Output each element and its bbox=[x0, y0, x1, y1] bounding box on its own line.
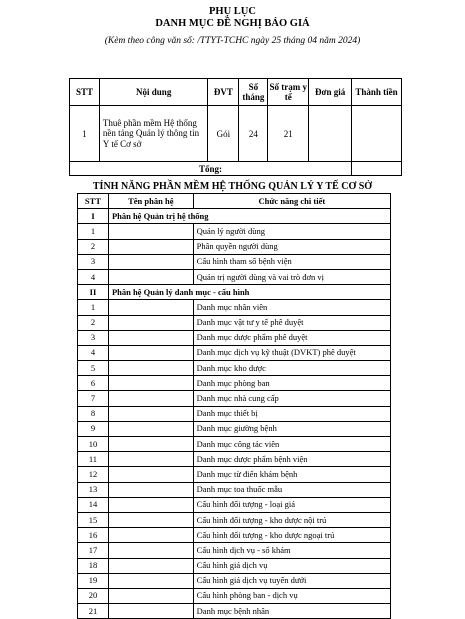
row-function: Cấu hình giá dịch vụ bbox=[193, 558, 390, 573]
row-module bbox=[108, 573, 193, 588]
row-module bbox=[108, 254, 193, 269]
quote-unit-price bbox=[309, 106, 352, 162]
row-stt: 17 bbox=[78, 543, 109, 558]
row-module bbox=[108, 604, 193, 619]
row-module bbox=[108, 269, 193, 284]
quote-content: Thuê phần mềm Hệ thống nền tảng Quản lý thông tin Y tế Cơ sở bbox=[99, 106, 208, 162]
col-unit-price-header: Đơn giá bbox=[309, 79, 352, 106]
row-module bbox=[108, 421, 193, 436]
table-row bbox=[78, 391, 391, 406]
row-function: Cấu hình dịch vụ - sổ khám bbox=[193, 543, 390, 558]
features-table bbox=[77, 193, 391, 619]
table-row bbox=[78, 421, 391, 436]
total-label: Tổng: bbox=[70, 162, 352, 176]
row-function: Cấu hình đối tượng - loại giá bbox=[193, 497, 390, 512]
row-function: Cấu hình đối tượng - kho dược nội trú bbox=[193, 512, 390, 527]
row-module bbox=[108, 482, 193, 497]
row-function: Danh mục dịch vụ kỹ thuật (DVKT) phê duyệt bbox=[193, 345, 390, 360]
features-title: TÍNH NĂNG PHẦN MỀM HỆ THỐNG QUẢN LÝ Y TẾ CƠ SỞ bbox=[92, 181, 373, 192]
row-function: Danh mục dược phẩm phê duyệt bbox=[193, 330, 390, 345]
row-module bbox=[108, 361, 193, 376]
row-function: Quản trị người dùng và vai trò đơn vị bbox=[193, 269, 390, 284]
group-row bbox=[78, 285, 391, 300]
row-module bbox=[108, 239, 193, 254]
row-stt: 1 bbox=[78, 224, 109, 239]
row-function: Danh mục dược phẩm bệnh viện bbox=[193, 452, 390, 467]
row-stt: 5 bbox=[78, 361, 109, 376]
col-stt-header: STT bbox=[70, 79, 100, 106]
row-function: Cấu hình đối tượng - kho dược ngoại trú bbox=[193, 528, 390, 543]
row-module bbox=[108, 558, 193, 573]
row-module bbox=[108, 543, 193, 558]
table-row bbox=[78, 482, 391, 497]
feat-col-stt-header: STT bbox=[78, 194, 109, 209]
row-function: Danh mục giường bệnh bbox=[193, 421, 390, 436]
table-row bbox=[78, 452, 391, 467]
table-row bbox=[78, 300, 391, 315]
table-row bbox=[78, 406, 391, 421]
row-module bbox=[108, 437, 193, 452]
row-stt: 4 bbox=[78, 269, 109, 284]
row-module bbox=[108, 467, 193, 482]
row-function: Danh mục kho dược bbox=[193, 361, 390, 376]
row-stt: 7 bbox=[78, 391, 109, 406]
row-stt: 15 bbox=[78, 512, 109, 527]
table-row bbox=[78, 543, 391, 558]
table-row bbox=[78, 254, 391, 269]
row-stt: 13 bbox=[78, 482, 109, 497]
row-stt: 21 bbox=[78, 604, 109, 619]
row-function: Cấu hình tham số bệnh viện bbox=[193, 254, 390, 269]
row-module bbox=[108, 330, 193, 345]
quote-stt: 1 bbox=[70, 106, 100, 162]
row-function: Danh mục từ điển khám bệnh bbox=[193, 467, 390, 482]
row-module bbox=[108, 315, 193, 330]
row-function: Danh mục vật tư y tế phê duyệt bbox=[193, 315, 390, 330]
row-module bbox=[108, 406, 193, 421]
row-module bbox=[108, 345, 193, 360]
features-header-row bbox=[78, 194, 391, 209]
table-row bbox=[78, 437, 391, 452]
row-function: Quản lý người dùng bbox=[193, 224, 390, 239]
col-stations-header: Số trạm y tế bbox=[268, 79, 309, 106]
row-function: Danh mục thiết bị bbox=[193, 406, 390, 421]
col-unit-header: ĐVT bbox=[208, 79, 239, 106]
group-row bbox=[78, 209, 391, 224]
table-row bbox=[78, 588, 391, 603]
row-function: Danh mục phòng ban bbox=[193, 376, 390, 391]
document-reference: (Kèm theo công văn số: /TTYT-TCHC ngày 25 tháng 04 năm 2024) bbox=[104, 36, 361, 46]
table-row bbox=[78, 573, 391, 588]
table-row bbox=[78, 512, 391, 527]
col-total-header: Thành tiền bbox=[352, 79, 402, 106]
row-stt: 3 bbox=[78, 330, 109, 345]
row-function: Cấu hình giá dịch vụ tuyến dưới bbox=[193, 573, 390, 588]
row-module bbox=[108, 528, 193, 543]
table-row bbox=[78, 467, 391, 482]
table-row bbox=[78, 528, 391, 543]
row-stt: 1 bbox=[78, 300, 109, 315]
row-stt: 12 bbox=[78, 467, 109, 482]
row-stt: 20 bbox=[78, 588, 109, 603]
row-stt: 14 bbox=[78, 497, 109, 512]
row-module bbox=[108, 376, 193, 391]
quote-months: 24 bbox=[239, 106, 268, 162]
row-module bbox=[108, 300, 193, 315]
row-stt: 18 bbox=[78, 558, 109, 573]
row-stt: 8 bbox=[78, 406, 109, 421]
row-module bbox=[108, 512, 193, 527]
row-function: Danh mục nhà cung cấp bbox=[193, 391, 390, 406]
row-module bbox=[108, 224, 193, 239]
table-row bbox=[78, 330, 391, 345]
quote-unit: Gói bbox=[208, 106, 239, 162]
row-module bbox=[108, 452, 193, 467]
table-row bbox=[78, 315, 391, 330]
row-function: Phân quyền người dùng bbox=[193, 239, 390, 254]
row-stt: 19 bbox=[78, 573, 109, 588]
row-stt: 16 bbox=[78, 528, 109, 543]
table-row bbox=[78, 345, 391, 360]
document-title: DANH MỤC ĐỀ NGHỊ BÁO GIÁ bbox=[155, 18, 310, 29]
row-module bbox=[108, 588, 193, 603]
row-function: Danh mục công tác viên bbox=[193, 437, 390, 452]
row-stt: 6 bbox=[78, 376, 109, 391]
table-row bbox=[78, 558, 391, 573]
row-stt: 2 bbox=[78, 239, 109, 254]
table-row bbox=[78, 376, 391, 391]
total-value bbox=[352, 162, 402, 176]
group-name: Phân hệ Quản trị hệ thống bbox=[108, 209, 390, 224]
row-stt: 3 bbox=[78, 254, 109, 269]
table-row bbox=[78, 239, 391, 254]
feat-col-module-header: Tên phân hệ bbox=[108, 194, 193, 209]
group-name: Phân hệ Quản lý danh mục - cấu hình bbox=[108, 285, 390, 300]
group-number: II bbox=[78, 285, 109, 300]
row-stt: 9 bbox=[78, 421, 109, 436]
feat-col-function-header: Chức năng chi tiết bbox=[193, 194, 390, 209]
quote-total bbox=[352, 106, 402, 162]
row-stt: 2 bbox=[78, 315, 109, 330]
quote-header-row bbox=[70, 79, 402, 106]
row-stt: 10 bbox=[78, 437, 109, 452]
table-row bbox=[78, 361, 391, 376]
table-row bbox=[78, 269, 391, 284]
col-content-header: Nội dung bbox=[99, 79, 208, 106]
row-stt: 4 bbox=[78, 345, 109, 360]
row-function: Cấu hình phòng ban - dịch vụ bbox=[193, 588, 390, 603]
row-module bbox=[108, 497, 193, 512]
col-months-header: Số tháng bbox=[239, 79, 268, 106]
table-row bbox=[78, 224, 391, 239]
group-number: I bbox=[78, 209, 109, 224]
table-row bbox=[78, 604, 391, 619]
table-row bbox=[78, 497, 391, 512]
quote-row bbox=[70, 106, 402, 162]
appendix-title: PHỤ LỤC bbox=[209, 6, 256, 17]
quote-stations: 21 bbox=[268, 106, 309, 162]
row-function: Danh mục toa thuốc mẫu bbox=[193, 482, 390, 497]
quote-total-row bbox=[70, 162, 402, 176]
row-stt: 11 bbox=[78, 452, 109, 467]
quote-table bbox=[69, 78, 402, 176]
row-function: Danh mục bệnh nhân bbox=[193, 604, 390, 619]
row-module bbox=[108, 391, 193, 406]
row-function: Danh mục nhân viên bbox=[193, 300, 390, 315]
